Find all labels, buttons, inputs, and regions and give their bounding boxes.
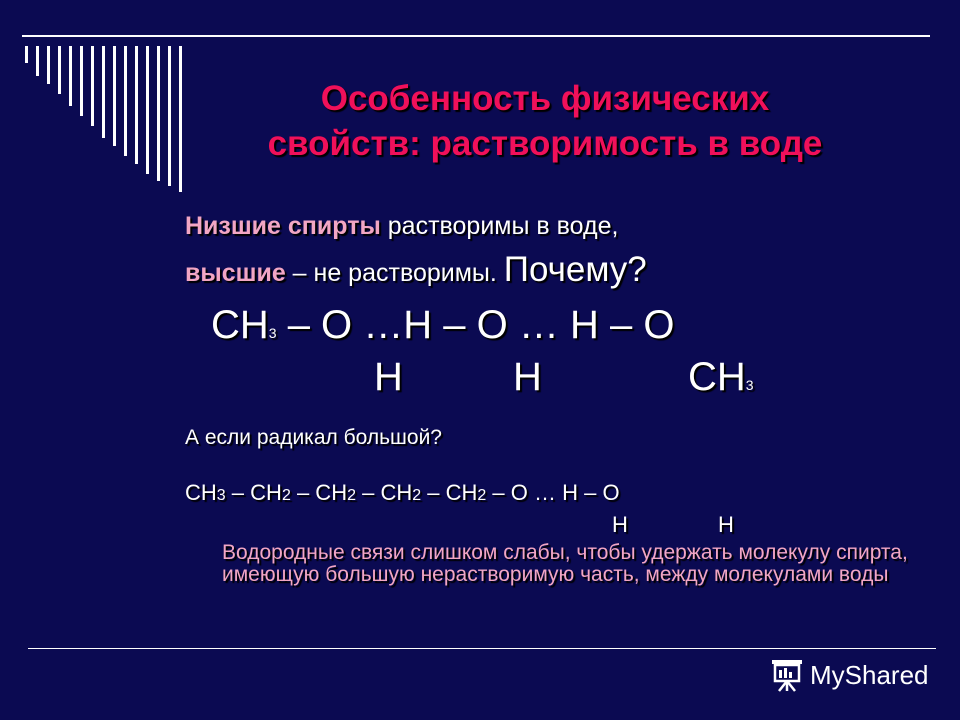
formula-ch3 — [688, 352, 754, 410]
why-question: Почему? — [503, 250, 647, 289]
formula-subscript: 3 — [268, 325, 277, 341]
stripe — [135, 46, 138, 164]
statement-line-2 — [185, 250, 647, 293]
stripe — [47, 46, 50, 84]
f2-part: – CH — [356, 480, 413, 505]
bottom-rule — [28, 648, 936, 649]
slide-title — [180, 76, 910, 166]
stripe — [157, 46, 160, 181]
presentation-board-icon — [770, 658, 804, 692]
stripe — [91, 46, 94, 126]
lower-alcohols-term: Низшие спирты — [185, 212, 381, 240]
stripe — [146, 46, 149, 174]
f2-part: – CH — [421, 480, 478, 505]
f2-sub: 2 — [347, 487, 356, 504]
formula-subscript: 3 — [745, 377, 754, 393]
formula-chain: – O …H – O … H – O — [276, 303, 675, 347]
f2-sub: 2 — [412, 487, 422, 504]
top-rule — [22, 35, 930, 37]
f2-part: – CH — [225, 480, 282, 505]
f2-sub: 2 — [477, 487, 487, 504]
soluble-text: растворимы в воде, — [380, 212, 619, 240]
stripe — [102, 46, 105, 138]
statement-line-1 — [185, 210, 618, 242]
f2-h-1: H — [612, 512, 628, 537]
stripe — [80, 46, 83, 116]
hydrogen-bond-formula — [211, 300, 674, 358]
question-text: А если радикал большой? — [185, 426, 442, 449]
f2-sub: 2 — [281, 487, 291, 504]
stripe — [58, 46, 61, 94]
period: . — [489, 259, 504, 287]
f2-h-2: H — [718, 512, 734, 537]
formula-h-2: H — [513, 355, 542, 399]
f2-part: CH — [185, 480, 217, 505]
explanation-note: Водородные связи слишком слабы, чтобы удержать молекулу спирта, имеющую большую нерастворимую часть, между молекулами воды — [222, 541, 908, 586]
higher-alcohols-term: высшие — [185, 259, 286, 287]
f2-sub: 3 — [216, 487, 226, 504]
myshared-logo — [770, 655, 929, 695]
f2-part: – O … H – O — [486, 480, 620, 505]
title-line-2: свойств: растворимость в воде — [267, 124, 823, 163]
stripe — [36, 46, 39, 76]
stripe — [113, 46, 116, 146]
formula-ch: CH — [688, 355, 746, 399]
logo-text: MyShared — [810, 659, 929, 690]
large-radical-formula — [185, 478, 620, 511]
stripe — [25, 46, 28, 63]
stripe — [124, 46, 127, 156]
formula-h-1: H — [374, 355, 403, 399]
formula-ch: CH — [211, 303, 269, 347]
stripe — [168, 46, 171, 186]
stripe — [69, 46, 72, 106]
title-line-1: Особенность физических — [320, 79, 770, 118]
insoluble-text: – не растворимы — [285, 259, 490, 287]
f2-part: – CH — [290, 480, 348, 505]
